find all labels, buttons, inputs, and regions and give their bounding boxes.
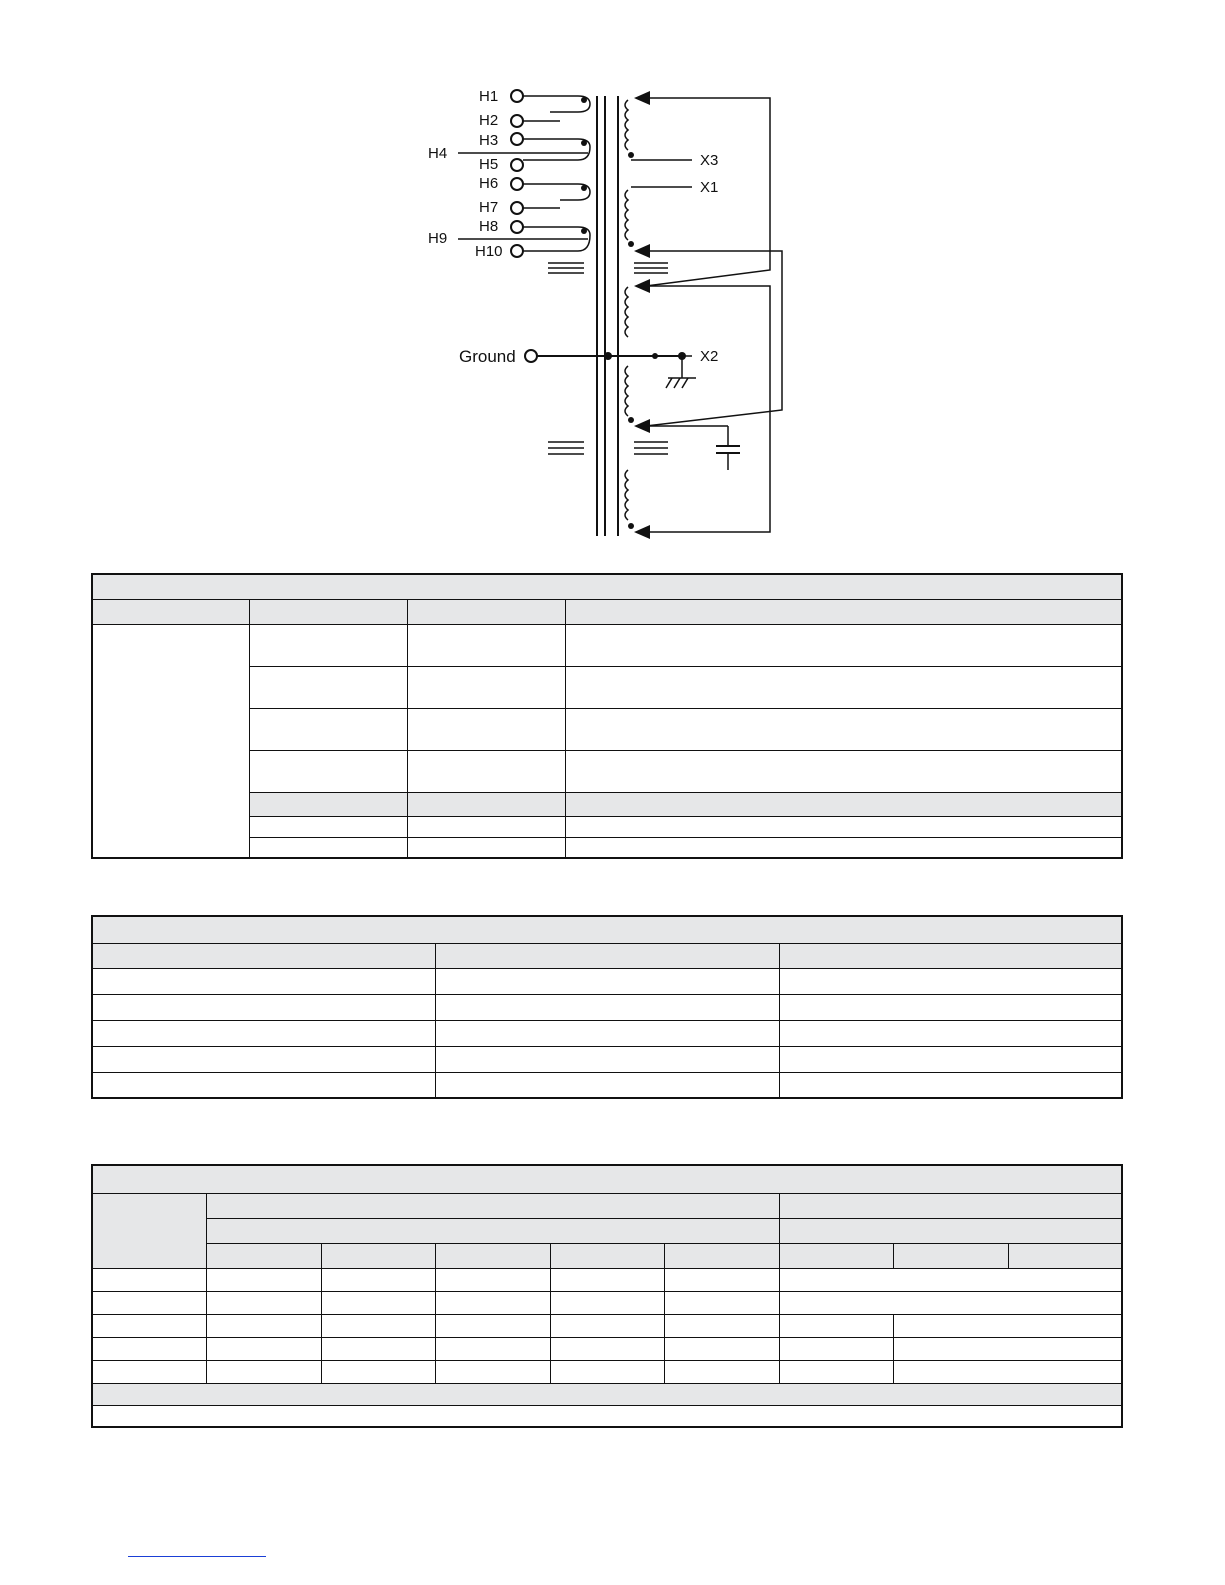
column-header xyxy=(92,943,435,968)
table-cell xyxy=(435,1046,779,1072)
column-header xyxy=(92,1193,206,1268)
terminal-label-h1: H1 xyxy=(479,88,499,105)
specification-table-3 xyxy=(91,1164,1123,1428)
table-cell xyxy=(435,968,779,994)
terminal-label-h10: H10 xyxy=(475,243,503,260)
table-cell xyxy=(435,1020,779,1046)
table-cell xyxy=(779,1291,1122,1314)
table-cell xyxy=(249,624,407,666)
transformer-wiring-diagram xyxy=(0,0,1225,560)
table-cell xyxy=(407,708,565,750)
table-cell xyxy=(550,1360,664,1383)
table-cell xyxy=(664,1314,779,1337)
table-cell xyxy=(206,1268,321,1291)
table-cell xyxy=(92,994,435,1020)
specification-table-2 xyxy=(91,915,1123,1099)
table-cell xyxy=(92,1360,206,1383)
table-cell xyxy=(565,708,1122,750)
terminal-label-h9: H9 xyxy=(428,230,448,247)
table-cell xyxy=(565,750,1122,792)
table-cell xyxy=(92,1337,206,1360)
table-cell xyxy=(779,1360,893,1383)
table-cell xyxy=(550,1268,664,1291)
table-cell xyxy=(249,816,407,837)
column-header xyxy=(779,1243,893,1268)
column-header xyxy=(664,1243,779,1268)
ground-terminal xyxy=(525,350,537,362)
table-cell xyxy=(249,837,407,858)
table-title-row xyxy=(92,574,1122,599)
terminal-label-h2: H2 xyxy=(479,112,499,129)
table-title-row xyxy=(92,916,1122,943)
table-cell xyxy=(92,1020,435,1046)
table-cell xyxy=(893,1337,1122,1360)
table-cell xyxy=(435,1337,550,1360)
table-cell xyxy=(92,1072,435,1098)
shield-symbol xyxy=(548,442,584,454)
table-cell xyxy=(206,1360,321,1383)
terminal-label-h7: H7 xyxy=(479,199,499,216)
table-cell xyxy=(779,1337,893,1360)
terminal-label-x3: X3 xyxy=(700,152,719,169)
column-group-header xyxy=(206,1193,779,1218)
table-cell xyxy=(321,1314,435,1337)
table-note-cell xyxy=(92,1405,1122,1427)
terminal-label-x2: X2 xyxy=(700,348,719,365)
table-title-row xyxy=(92,1165,1122,1193)
table-cell xyxy=(779,968,1122,994)
primary-side xyxy=(428,88,682,454)
shield-symbol xyxy=(634,263,668,273)
table-note-header xyxy=(92,1383,1122,1405)
table-cell xyxy=(565,837,1122,858)
column-header xyxy=(321,1243,435,1268)
secondary-side xyxy=(625,91,782,539)
table-cell xyxy=(435,1268,550,1291)
terminal-h5 xyxy=(511,159,523,171)
ground-icon xyxy=(666,356,696,388)
column-header xyxy=(435,1243,550,1268)
table-cell xyxy=(779,1020,1122,1046)
table-cell xyxy=(664,1337,779,1360)
table-cell xyxy=(779,1072,1122,1098)
column-header xyxy=(779,943,1122,968)
table-cell xyxy=(407,666,565,708)
column-group-header xyxy=(779,1193,1122,1218)
specification-table-1 xyxy=(91,573,1123,859)
table-cell xyxy=(92,1291,206,1314)
table-cell xyxy=(664,1360,779,1383)
table-cell xyxy=(435,1291,550,1314)
table-cell xyxy=(550,1337,664,1360)
shield-symbol xyxy=(634,442,668,454)
terminal-h2 xyxy=(511,115,523,127)
table-cell xyxy=(407,624,565,666)
column-header xyxy=(435,943,779,968)
table-cell xyxy=(779,1314,893,1337)
table-cell xyxy=(321,1291,435,1314)
table-cell xyxy=(435,1072,779,1098)
column-header xyxy=(550,1243,664,1268)
footer-link-underline[interactable] xyxy=(128,1556,266,1557)
terminal-h3 xyxy=(511,133,523,145)
terminal-label-h4: H4 xyxy=(428,145,448,162)
terminal-label-h5: H5 xyxy=(479,156,499,173)
terminal-h10 xyxy=(511,245,523,257)
terminal-label-h8: H8 xyxy=(479,218,499,235)
table-cell xyxy=(779,994,1122,1020)
table-cell xyxy=(249,750,407,792)
table-cell xyxy=(206,1337,321,1360)
column-header xyxy=(565,599,1122,624)
table-cell xyxy=(435,994,779,1020)
table-cell xyxy=(321,1268,435,1291)
column-header xyxy=(407,599,565,624)
table-cell xyxy=(249,708,407,750)
column-header xyxy=(893,1243,1008,1268)
table-cell xyxy=(407,750,565,792)
table-cell xyxy=(435,1314,550,1337)
table-cell xyxy=(779,1046,1122,1072)
table-cell xyxy=(550,1314,664,1337)
column-header xyxy=(249,599,407,624)
column-header xyxy=(206,1243,321,1268)
column-header xyxy=(249,792,407,816)
ground-label: Ground xyxy=(459,347,516,366)
table-cell xyxy=(565,624,1122,666)
column-group-header xyxy=(779,1218,1122,1243)
table-cell xyxy=(779,1268,1122,1291)
terminal-h7 xyxy=(511,202,523,214)
terminal-h8 xyxy=(511,221,523,233)
table-cell xyxy=(435,1360,550,1383)
table-cell xyxy=(893,1360,1122,1383)
table-cell xyxy=(92,1314,206,1337)
table-cell xyxy=(407,816,565,837)
table-cell xyxy=(893,1314,1122,1337)
terminal-label-h3: H3 xyxy=(479,132,499,149)
column-group-header xyxy=(206,1218,779,1243)
column-header xyxy=(1008,1243,1122,1268)
shield-symbol xyxy=(548,263,584,273)
terminal-label-x1: X1 xyxy=(700,179,719,196)
table-cell xyxy=(550,1291,664,1314)
table-cell xyxy=(206,1314,321,1337)
table-cell xyxy=(92,968,435,994)
table-cell xyxy=(249,666,407,708)
column-header xyxy=(92,599,249,624)
table-cell xyxy=(92,1268,206,1291)
table-cell xyxy=(206,1291,321,1314)
table-cell xyxy=(321,1360,435,1383)
terminal-label-h6: H6 xyxy=(479,175,499,192)
table-cell xyxy=(565,666,1122,708)
table-cell xyxy=(321,1337,435,1360)
table-cell xyxy=(407,837,565,858)
terminal-h6 xyxy=(511,178,523,190)
table-cell xyxy=(565,816,1122,837)
terminal-h1 xyxy=(511,90,523,102)
column-header xyxy=(407,792,565,816)
table-cell xyxy=(92,624,249,858)
table-cell xyxy=(664,1268,779,1291)
column-header xyxy=(565,792,1122,816)
table-cell xyxy=(664,1291,779,1314)
table-cell xyxy=(92,1046,435,1072)
